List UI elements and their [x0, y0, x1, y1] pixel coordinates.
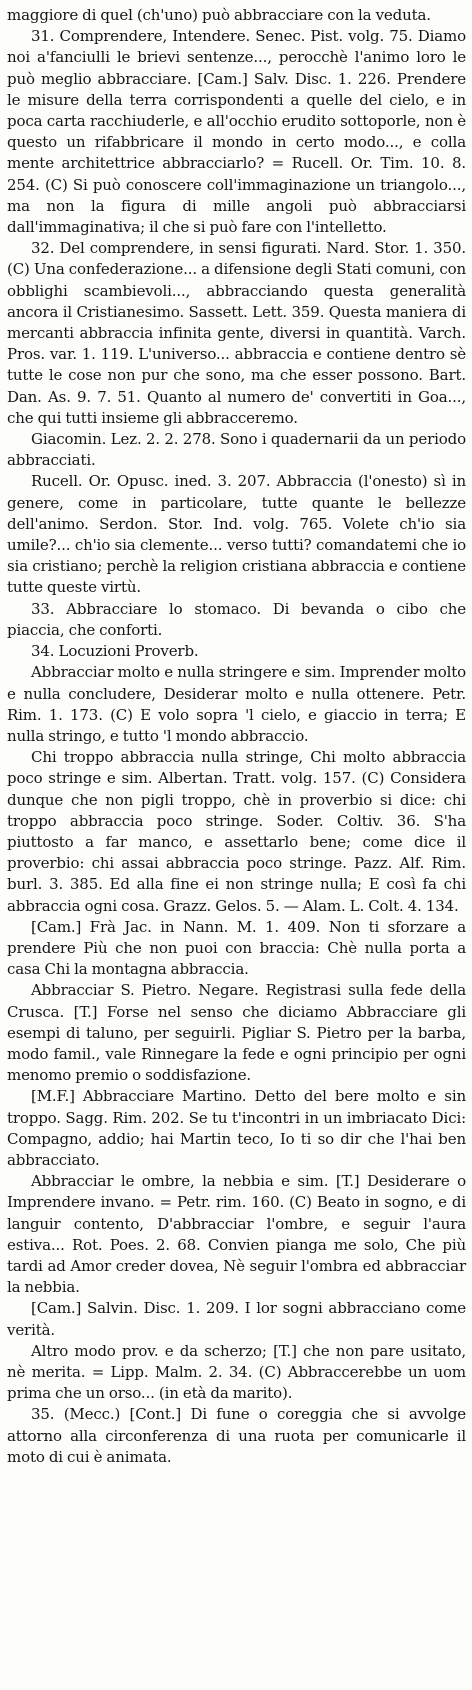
dictionary-paragraph: Abbracciar molto e nulla stringere e sim. Imprender molto e nulla concludere, Desiderar molto e nulla ottenere. Petr. Rim. 1. 173. (C) E volo sopra 'l cielo, e giaccio in terra; E nulla stringo, e tutto 'l mondo abbraccio. — [7, 663, 466, 745]
dictionary-paragraph: maggiore di quel (ch'uno) può abbracciare con la veduta. — [7, 6, 431, 24]
dictionary-paragraph: Abbracciar S. Pietro. Negare. Registrasi sulla fede della Crusca. [T.] Forse nel senso che diciamo Abbracciare gli esempi di taluno, per seguirli. Pigliar S. Pietro per la barba, modo famil., vale Rinnegare la fede e ogni principio per ogni menomo premio o soddisfazione. — [7, 981, 466, 1085]
dictionary-paragraph: [Cam.] Frà Jac. in Nann. M. 1. 409. Non ti sforzare a prendere Più che non puoi con braccia: Chè nulla porta a casa Chi la montagna abbraccia. — [7, 917, 466, 979]
dictionary-paragraph: Rucell. Or. Opusc. ined. 3. 207. Abbraccia (l'onesto) sì in genere, come in particolare, tutte quante le bellezze dell'animo. Serdon. Stor. Ind. volg. 765. Volete ch'io sia umile?... ch'io sia clemente... verso tutti? comandatemi che io sia cristiano; perchè la religion cristiana abbraccia e contiene tutte queste virtù. — [7, 472, 466, 597]
dictionary-paragraph: 33. Abbracciare lo stomaco. Di bevanda o cibo che piaccia, che conforti. — [7, 599, 466, 639]
dictionary-paragraph: 31. Comprendere, Intendere. Senec. Pist. volg. 75. Diamo noi a'fanciulli le brievi sentenze..., perocchè l'animo loro le può meglio abbracciare. [Cam.] Salv. Disc. 1. 226. Prendere le misure della terra corrispondenti a quelle del cielo, e in poca carta racchiuderle, e all'occhio erudito sottoporle, non è questo un rifabbricare il mondo in certo modo..., e colla mente architettrice abbracciarlo? = Rucell. Or. Tim. 10. 8. 254. (C) Si può conoscere coll'immaginazione un triangolo..., ma non la figura di mille angoli può abbracciarsi dall'immaginativa; il che si può fare con l'intelletto. — [7, 27, 466, 237]
dictionary-paragraph: Giacomin. Lez. 2. 2. 278. Sono i quadernarii da un periodo abbracciati. — [7, 430, 466, 470]
dictionary-paragraph: 34. Locuzioni Proverb. — [31, 642, 199, 661]
dictionary-paragraph: 32. Del comprendere, in sensi figurati. Nard. Stor. 1. 350. (C) Una confederazione... a difensione degli Stati comuni, con obblighi scambievoli..., abbracciando questa generalità ancora il Cristianesimo. Sassett. Lett. 359. Questa maniera di mercanti abbraccia infinita gente, diversi in quantità. Varch. Pros. var. 1. 119. L'universo... abbraccia e contiene dentro sè tutte le cose non pur che sono, ma che esser possono. Bart. Dan. As. 9. 7. 51. Quanto al numero de' convertiti in Goa..., che qui tutti insieme gli abbracceremo. — [7, 239, 466, 427]
dictionary-column — [7, 5, 466, 1468]
dictionary-paragraph: Chi troppo abbraccia nulla stringe, Chi molto abbraccia poco stringe e sim. Albertan. Tratt. volg. 157. (C) Considera dunque che non pigli troppo, chè in proverbio si dice: chi troppo abbraccia poco stringe. Soder. Coltiv. 36. S'ha piuttosto a far manco, e assettarlo bene; come dice il proverbio: chi assai abbraccia poco stringe. Pazz. Alf. Rim. burl. 3. 385. Ed alla fine ei non stringe nulla; E così fa chi abbraccia ogni cosa. Grazz. Gelos. 5. — Alam. L. Colt. 4. 134. — [7, 748, 466, 915]
dictionary-paragraph: [Cam.] Salvin. Disc. 1. 209. I lor sogni abbracciano come verità. — [7, 1299, 466, 1339]
dictionary-paragraph: 35. (Mecc.) [Cont.] Di fune o coreggia che si avvolge attorno alla circonferenza di una ruota per comunicarle il moto di cui è animata. — [7, 1405, 466, 1466]
dictionary-paragraph: Abbracciar le ombre, la nebbia e sim. [T.] Desiderare o Imprendere invano. = Petr. rim. 160. (C) Beato in sogno, e di languir contento, D'abbracciar l'ombre, e seguir l'aura estiva... Rot. Poes. 2. 68. Convien pianga me solo, Che più tardi ad Amor creder dovea, Nè seguir l'ombra ed abbracciar la nebbia. — [7, 1172, 466, 1297]
dictionary-paragraph: Altro modo prov. e da scherzo; [T.] che non pare usitato, nè merita. = Lipp. Malm. 2. 34. (C) Abbraccerebbe un uom prima che un orso... (in età da marito). — [7, 1341, 466, 1403]
dictionary-paragraph: [M.F.] Abbracciare Martino. Detto del bere molto e sin troppo. Sagg. Rim. 202. Se tu t'incontri in un imbriacato Dici: Compagno, addio; hai Martin teco, Io ti so dir che l'hai ben abbracciato. — [7, 1087, 466, 1169]
